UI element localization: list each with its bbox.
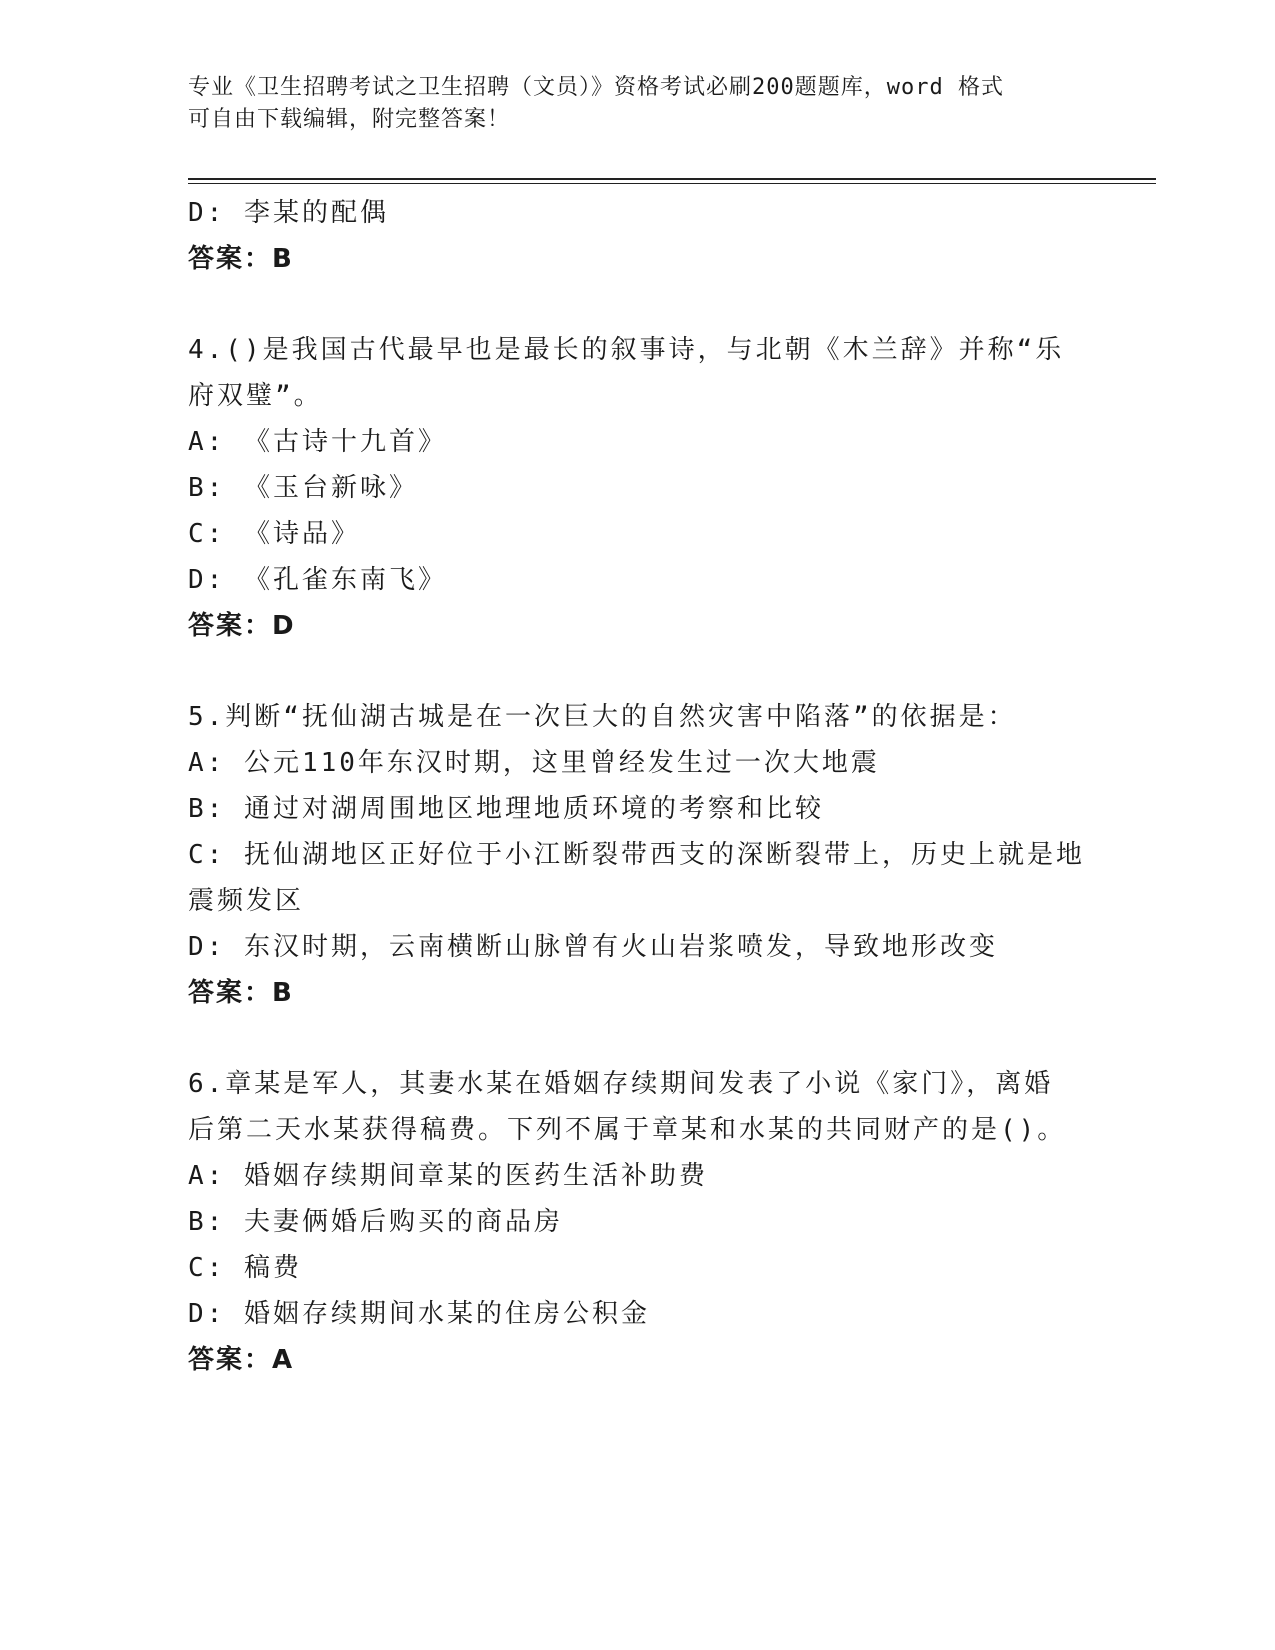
option-c: C: 抚仙湖地区正好位于小江断裂带西支的深断裂带上，历史上就是地 (188, 840, 1085, 870)
option-b: B: 通过对湖周围地区地理地质环境的考察和比较 (188, 794, 824, 824)
option-c: C: 《诗品》 (188, 519, 360, 549)
answer-label: 答案：B (188, 244, 294, 274)
header-divider-thin (188, 183, 1156, 184)
option-d: D: 东汉时期，云南横断山脉曾有火山岩浆喷发，导致地形改变 (188, 932, 998, 962)
option-a: A: 婚姻存续期间章某的医药生活补助费 (188, 1161, 708, 1191)
answer-label: 答案：B (188, 978, 294, 1008)
question-stem: 4.()是我国古代最早也是最长的叙事诗，与北朝《木兰辞》并称“乐 (188, 335, 1065, 365)
option-d: D: 李某的配偶 (188, 198, 389, 228)
question-5 (188, 694, 1088, 1016)
header-divider-thick (188, 178, 1156, 180)
question-4 (188, 327, 1088, 649)
option-c-continued: 震频发区 (188, 886, 305, 916)
question-stem: 6.章某是军人，其妻水某在婚姻存续期间发表了小说《家门》，离婚 (188, 1069, 1054, 1099)
question-stem-continued: 府双璧”。 (188, 381, 323, 411)
option-a: A: 公元110年东汉时期，这里曾经发生过一次大地震 (188, 748, 880, 778)
option-b: B: 《玉台新咏》 (188, 473, 418, 503)
option-b: B: 夫妻俩婚后购买的商品房 (188, 1207, 563, 1237)
option-d: D: 《孔雀东南飞》 (188, 565, 447, 595)
question-stem-continued: 后第二天水某获得稿费。下列不属于章某和水某的共同财产的是()。 (188, 1115, 1067, 1145)
spacer (188, 282, 1088, 327)
option-d: D: 婚姻存续期间水某的住房公积金 (188, 1299, 650, 1329)
question-6 (188, 1061, 1088, 1383)
answer-label: 答案：D (188, 611, 296, 641)
question-3-tail (188, 190, 1088, 282)
document-header (188, 72, 1088, 136)
header-line-2: 可自由下载编辑，附完整答案！ (188, 107, 511, 132)
spacer (188, 649, 1088, 694)
answer-label: 答案：A (188, 1345, 295, 1375)
spacer (188, 1016, 1088, 1061)
question-list (188, 190, 1088, 1383)
option-c: C: 稿费 (188, 1253, 302, 1283)
header-line-1: 专业《卫生招聘考试之卫生招聘（文员）》资格考试必刷200题题库，word 格式 (188, 75, 1004, 100)
question-stem: 5.判断“抚仙湖古城是在一次巨大的自然灾害中陷落”的依据是： (188, 702, 1017, 732)
option-a: A: 《古诗十九首》 (188, 427, 447, 457)
